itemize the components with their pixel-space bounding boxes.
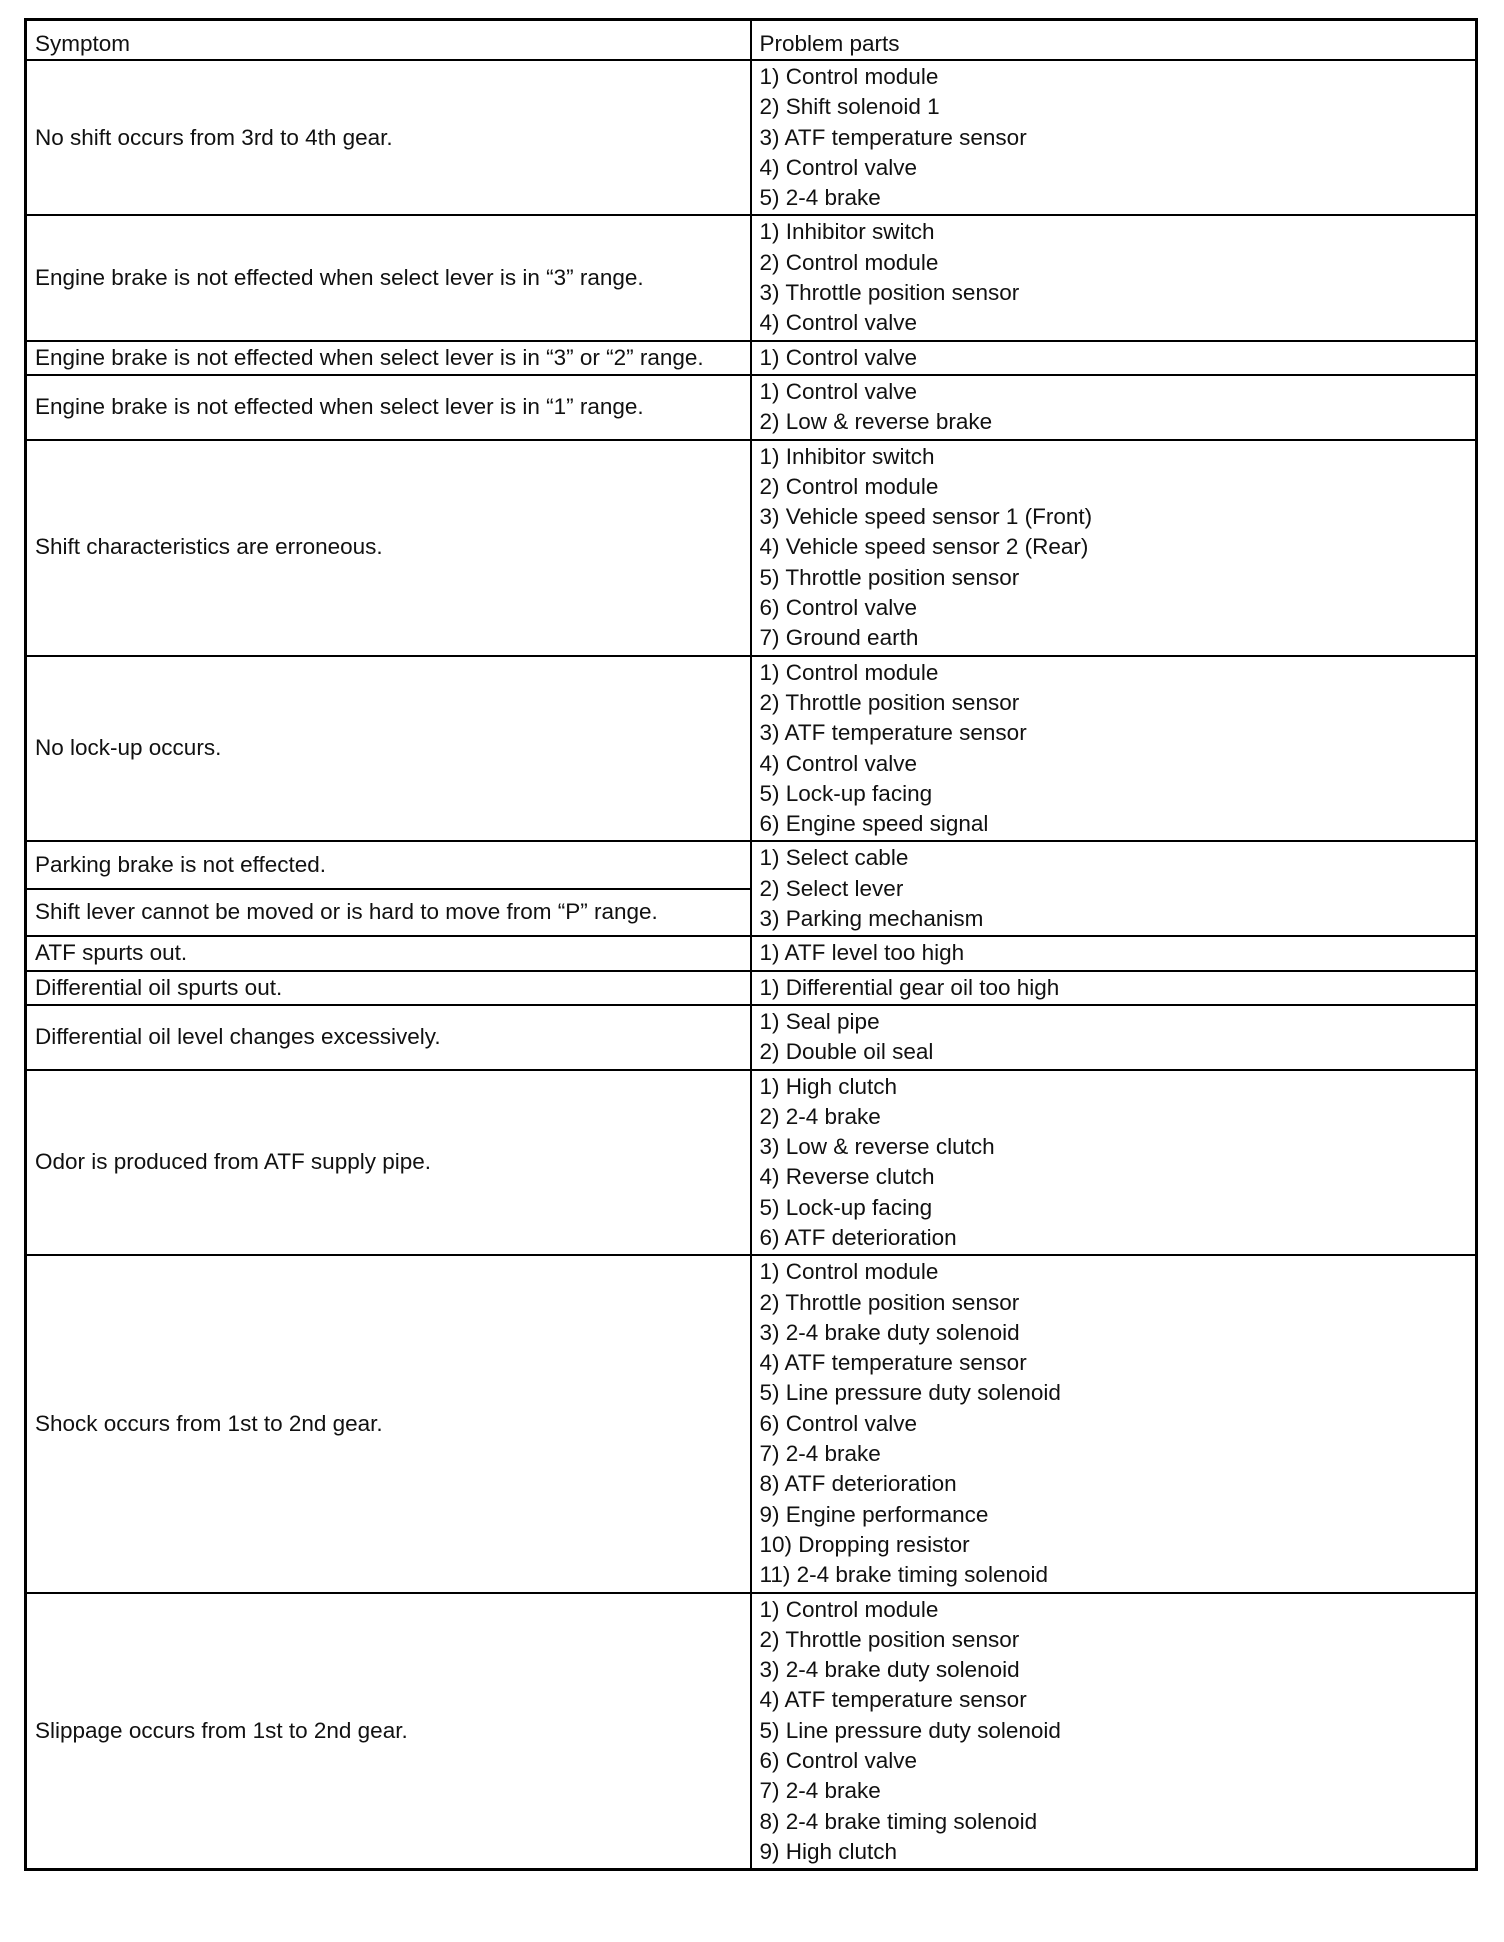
- problem-part-item: 2) Shift solenoid 1: [759, 94, 940, 120]
- header-symptom: Symptom: [26, 20, 751, 61]
- problem-parts-list: [760, 657, 1468, 841]
- problem-part-item: 8) ATF deterioration: [759, 1471, 957, 1497]
- table-row: [26, 841, 1477, 888]
- problem-part-item: 6) Control valve: [759, 1410, 918, 1436]
- problem-part-item: 3) 2-4 brake duty solenoid: [759, 1657, 1020, 1683]
- problem-part-item: 3) ATF temperature sensor: [759, 720, 1027, 746]
- problem-part-item: 2) Throttle position sensor: [759, 689, 1020, 715]
- problem-part-item: 6) Control valve: [759, 595, 918, 621]
- problem-part-item: 5) Lock-up facing: [759, 780, 933, 806]
- problem-part-item: 5) Line pressure duty solenoid: [759, 1717, 1061, 1743]
- symptom-cell: ATF spurts out.: [26, 936, 751, 970]
- problem-part-item: 1) High clutch: [759, 1073, 898, 1099]
- problem-part-item: 1) Control module: [759, 1259, 939, 1285]
- problem-parts-cell: [751, 440, 1477, 656]
- problem-parts-cell: [751, 656, 1477, 842]
- problem-part-item: 6) ATF deterioration: [759, 1224, 957, 1250]
- symptom-cell: No shift occurs from 3rd to 4th gear.: [26, 60, 751, 215]
- problem-part-item: 1) Seal pipe: [759, 1008, 880, 1034]
- problem-part-item: 5) Throttle position sensor: [759, 564, 1020, 590]
- problem-parts-list: [760, 376, 1468, 439]
- symptom-cell: Engine brake is not effected when select lever is in “1” range.: [26, 375, 751, 440]
- table-row: [26, 341, 1477, 375]
- problem-part-item: 9) Engine performance: [759, 1501, 989, 1527]
- problem-part-item: 1) Inhibitor switch: [759, 219, 935, 245]
- symptom-cell: Shift characteristics are erroneous.: [26, 440, 751, 656]
- problem-part-item: 3) Throttle position sensor: [759, 280, 1020, 306]
- problem-part-item: 3) Low & reverse clutch: [759, 1134, 995, 1160]
- problem-part-item: 11) 2-4 brake timing solenoid: [759, 1562, 1048, 1588]
- problem-part-item: 3) Parking mechanism: [759, 906, 984, 932]
- problem-part-item: 3) Vehicle speed sensor 1 (Front): [759, 504, 1093, 530]
- problem-part-item: 2) Double oil seal: [759, 1039, 934, 1065]
- problem-part-item: 2) 2-4 brake: [759, 1103, 881, 1129]
- problem-parts-list: [760, 61, 1468, 214]
- problem-parts-list: [760, 216, 1468, 339]
- symptom-cell: Engine brake is not effected when select lever is in “3” range.: [26, 215, 751, 340]
- problem-parts-list: [760, 441, 1468, 655]
- problem-parts-list: [760, 972, 1468, 1004]
- problem-part-item: 1) ATF level too high: [759, 940, 965, 966]
- table-row: [26, 215, 1477, 340]
- problem-part-item: 2) Low & reverse brake: [759, 409, 993, 435]
- problem-parts-cell: [751, 936, 1477, 970]
- symptom-cell: Slippage occurs from 1st to 2nd gear.: [26, 1593, 751, 1870]
- problem-part-item: 2) Throttle position sensor: [759, 1289, 1020, 1315]
- table-row: [26, 971, 1477, 1005]
- problem-part-item: 4) ATF temperature sensor: [759, 1350, 1027, 1376]
- problem-parts-cell: [751, 1070, 1477, 1256]
- problem-part-item: 2) Control module: [759, 249, 939, 275]
- problem-parts-list: [760, 842, 1468, 935]
- problem-part-item: 1) Control module: [759, 659, 939, 685]
- problem-part-item: 7) 2-4 brake: [759, 1778, 881, 1804]
- problem-parts-list: [760, 1256, 1468, 1591]
- table-row: [26, 1593, 1477, 1870]
- problem-part-item: 6) Engine speed signal: [759, 811, 989, 837]
- problem-part-item: 2) Control module: [759, 473, 939, 499]
- problem-part-item: 1) Control module: [759, 1596, 939, 1622]
- problem-part-item: 5) 2-4 brake: [759, 185, 881, 211]
- problem-parts-cell: [751, 60, 1477, 215]
- symptom-cell: Differential oil spurts out.: [26, 971, 751, 1005]
- symptom-cell: Shift lever cannot be moved or is hard to move from “P” range.: [26, 889, 751, 936]
- problem-parts-list: [760, 1071, 1468, 1255]
- problem-part-item: 4) Reverse clutch: [759, 1164, 935, 1190]
- symptom-table: [24, 18, 1478, 1871]
- problem-part-item: 1) Control module: [759, 64, 939, 89]
- problem-part-item: 4) Control valve: [759, 750, 918, 776]
- problem-part-item: 4) Vehicle speed sensor 2 (Rear): [759, 534, 1089, 560]
- table-header-row: [26, 20, 1477, 61]
- problem-part-item: 1) Differential gear oil too high: [759, 974, 1060, 1000]
- table-row: [26, 375, 1477, 440]
- document-page: [24, 18, 1478, 1913]
- problem-part-item: 3) ATF temperature sensor: [759, 124, 1027, 150]
- problem-parts-cell: [751, 215, 1477, 340]
- problem-parts-cell: [751, 1593, 1477, 1870]
- problem-part-item: 3) 2-4 brake duty solenoid: [759, 1319, 1020, 1345]
- problem-part-item: 5) Line pressure duty solenoid: [759, 1380, 1061, 1406]
- problem-parts-cell: [751, 971, 1477, 1005]
- problem-part-item: 10) Dropping resistor: [759, 1531, 970, 1557]
- problem-parts-cell: [751, 841, 1477, 936]
- symptom-cell: Differential oil level changes excessively.: [26, 1005, 751, 1070]
- problem-part-item: 1) Select cable: [759, 845, 909, 871]
- problem-part-item: 6) Control valve: [759, 1748, 918, 1774]
- symptom-cell: No lock-up occurs.: [26, 656, 751, 842]
- problem-part-item: 1) Control valve: [759, 378, 918, 404]
- table-row: [26, 1070, 1477, 1256]
- problem-parts-list: [760, 1006, 1468, 1069]
- problem-part-item: 2) Throttle position sensor: [759, 1626, 1020, 1652]
- problem-part-item: 4) Control valve: [759, 310, 918, 336]
- problem-part-item: 7) 2-4 brake: [759, 1441, 881, 1467]
- table-row: [26, 1255, 1477, 1592]
- problem-part-item: 9) High clutch: [759, 1838, 898, 1864]
- problem-part-item: 8) 2-4 brake timing solenoid: [759, 1808, 1038, 1834]
- problem-part-item: 1) Inhibitor switch: [759, 443, 935, 469]
- table-row: [26, 936, 1477, 970]
- symptom-cell: Odor is produced from ATF supply pipe.: [26, 1070, 751, 1256]
- table-row: [26, 656, 1477, 842]
- problem-part-item: 4) Control valve: [759, 154, 918, 180]
- symptom-cell: Engine brake is not effected when select lever is in “3” or “2” range.: [26, 341, 751, 375]
- table-row: [26, 60, 1477, 215]
- problem-parts-list: [760, 342, 1468, 374]
- symptom-cell: Parking brake is not effected.: [26, 841, 751, 888]
- problem-parts-cell: [751, 375, 1477, 440]
- problem-parts-list: [760, 937, 1468, 969]
- problem-part-item: 4) ATF temperature sensor: [759, 1687, 1027, 1713]
- table-row: [26, 440, 1477, 656]
- problem-part-item: 1) Control valve: [759, 344, 918, 370]
- problem-part-item: 5) Lock-up facing: [759, 1194, 933, 1220]
- table-row: [26, 1005, 1477, 1070]
- header-problem-parts: Problem parts: [751, 20, 1477, 61]
- problem-parts-cell: [751, 341, 1477, 375]
- symptom-cell: Shock occurs from 1st to 2nd gear.: [26, 1255, 751, 1592]
- table-body: [26, 60, 1477, 1870]
- problem-part-item: 7) Ground earth: [759, 625, 919, 651]
- problem-parts-list: [760, 1594, 1468, 1869]
- problem-part-item: 2) Select lever: [759, 875, 904, 901]
- problem-parts-cell: [751, 1255, 1477, 1592]
- problem-parts-cell: [751, 1005, 1477, 1070]
